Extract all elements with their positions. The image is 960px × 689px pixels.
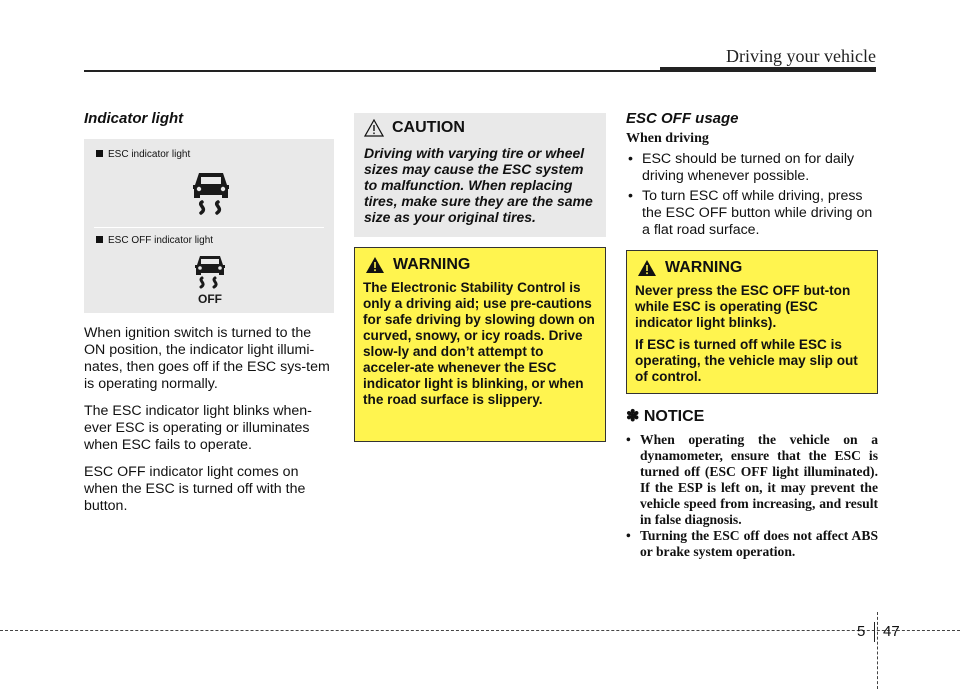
notice-list [626, 432, 878, 560]
warning-text-2: If ESC is turned off while ESC is operating, the vehicle may slip out of control. [635, 337, 858, 384]
warning-text-1: Never press the ESC OFF but-ton while ESC is operating (ESC indicator light blinks). [635, 283, 851, 330]
caution-title: CAUTION [392, 119, 465, 136]
notice-section [626, 406, 878, 560]
list-item: • ESC should be turned on for daily driving whenever possible. [626, 151, 878, 185]
warning-box-esc-off [626, 250, 878, 394]
warning-title: WARNING [665, 259, 743, 276]
footer-vertical-rule [877, 612, 878, 689]
warning-triangle-icon [365, 256, 385, 274]
notice-title: ✽ NOTICE [626, 408, 705, 425]
warning-triangle-icon [637, 259, 657, 277]
left-column [84, 110, 334, 515]
header-rule-accent [660, 67, 876, 72]
esc-off-indicator-label-text: ESC OFF indicator light [108, 235, 214, 246]
indicator-paragraph-3: ESC OFF indicator light comes on when the ESC is turned off with the button. [84, 464, 306, 514]
esc-off-indicator-icon [190, 253, 230, 309]
esc-off-indicator-label [96, 235, 213, 246]
page-number: 47 [883, 623, 900, 640]
chapter-number: 5 [857, 623, 866, 640]
esc-indicator-label [96, 149, 190, 160]
indicator-figure [84, 139, 334, 313]
caution-box [354, 113, 606, 237]
indicator-paragraph-2: The ESC indicator light blinks when-ever ESC is operating or illuminates when ESC fails to operate. [84, 403, 312, 453]
warning-title: WARNING [393, 256, 471, 273]
list-item: • To turn ESC off while driving, press the ESC OFF button while driving on a flat road surface. [626, 188, 878, 239]
indicator-light-heading: Indicator light [84, 110, 184, 127]
right-column [626, 110, 878, 590]
warning-box-esc-aid [354, 247, 606, 442]
esc-off-usage-heading: ESC OFF usage [626, 110, 739, 127]
middle-column [354, 113, 606, 442]
esc-off-bullets [626, 151, 878, 239]
off-text: OFF [198, 292, 222, 306]
section-title: Driving your vehicle [726, 46, 876, 66]
caution-text: Driving with varying tire or wheel sizes may cause the ESC system to malfunction. When replacing tires, make sure they are the same size as your original tires. [364, 145, 593, 225]
caution-header [364, 119, 596, 137]
esc-indicator-icon [188, 169, 234, 219]
esc-indicator-label-text: ESC indicator light [108, 149, 191, 160]
warning-header [363, 256, 597, 274]
list-item: • Turning the ESC off does not affect ABS or brake system operation. [626, 528, 878, 560]
list-item: • When operating the vehicle on a dynamometer, ensure that the ESC is turned off (ESC OFF light illuminated). If the ESP is left on, it may prevent the vehicle speed from increasing, and result in false diagnosis. [626, 432, 878, 528]
warning-text: The Electronic Stability Control is only a driving aid; use pre-cautions for safe driving by slowing down on curved, snowy, or icy roads. Drive slow-ly and don’t attempt to acceler-ate whenever the ESC indicator light is blinking, or when the road surface is slippery. [363, 280, 595, 407]
warning-header [635, 259, 869, 277]
indicator-paragraph-1: When ignition switch is turned to the ON position, the indicator light illumi-nates, then goes off if the ESC sys-tem is operating normally. [84, 325, 330, 392]
when-driving-subheading: When driving [626, 131, 709, 146]
footer-rule [0, 630, 960, 631]
caution-triangle-icon [364, 119, 384, 137]
figure-divider [94, 227, 324, 228]
page-number-separator [874, 622, 875, 642]
